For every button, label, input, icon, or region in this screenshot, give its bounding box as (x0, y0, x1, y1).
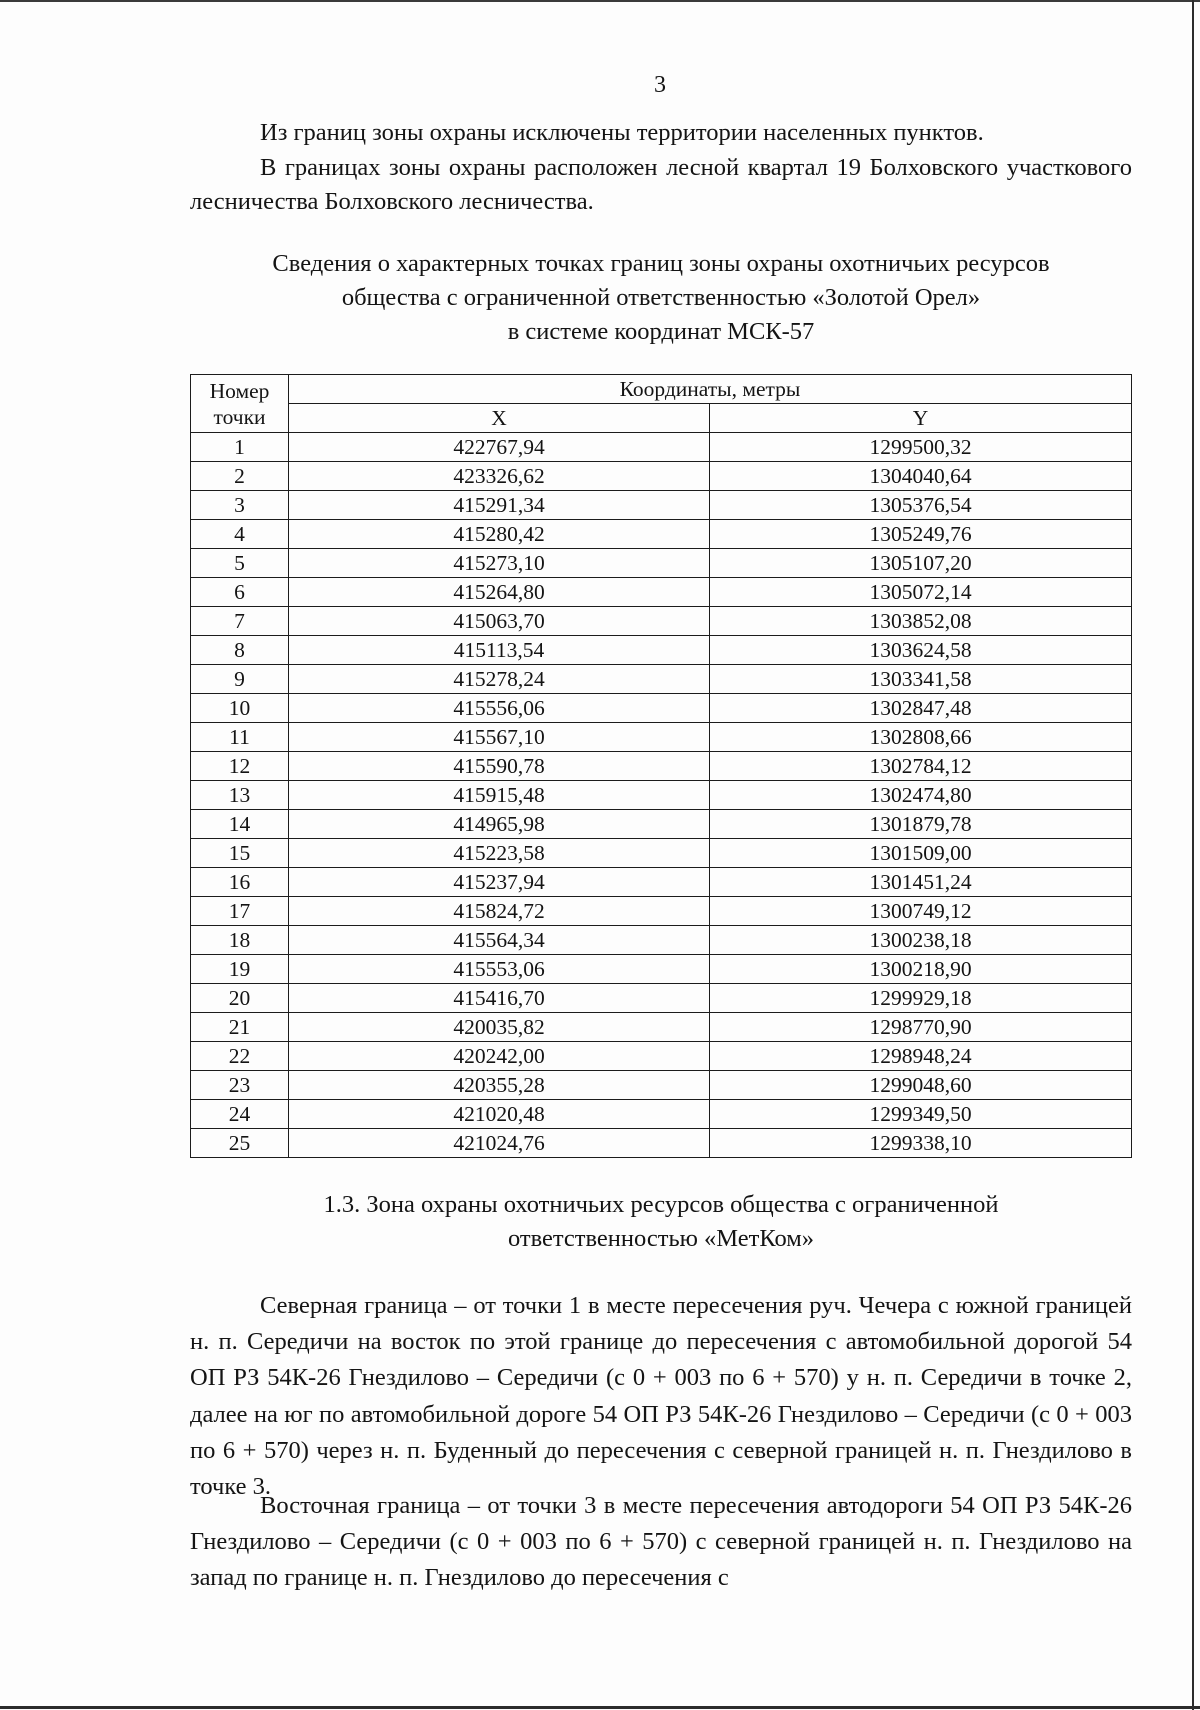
table-row (191, 723, 1132, 752)
cell-point-number: 22 (191, 1042, 289, 1071)
scan-edge-right (1192, 0, 1194, 1710)
cell-point-number: 25 (191, 1129, 289, 1158)
intro-paragraph-2: В границах зоны охраны расположен лесной квартал 19 Болховского участкового лесничества Болховского лесничества. (190, 154, 1132, 215)
coordinates-table (190, 374, 1132, 1158)
north-boundary-paragraph: Северная граница – от точки 1 в месте пересечения руч. Чечера с южной границей н. п. Середичи на восток по этой границе до пересечения с автомобильной дорогой 54 ОП РЗ 54К-26 Гнездилово – Середичи (с 0 + 003 по 6 + 570) у н. п. Середичи в точке 2, далее на юг по автомобильной дороге 54 ОП РЗ 54К-26 Гнездилово – Середичи (с 0 + 003 по 6 + 570) через н. п. Буденный до пересечения с северной границей н. п. Гнездилово в точке 3. (190, 1292, 1132, 1501)
cell-x: 415590,78 (289, 752, 710, 781)
cell-x: 415416,70 (289, 984, 710, 1013)
cell-point-number: 18 (191, 926, 289, 955)
table-row (191, 520, 1132, 549)
cell-point-number: 12 (191, 752, 289, 781)
header-coordinates: Координаты, метры (289, 375, 1132, 404)
cell-x: 415291,34 (289, 491, 710, 520)
cell-point-number: 19 (191, 955, 289, 984)
table-row (191, 984, 1132, 1013)
table-row (191, 839, 1132, 868)
cell-point-number: 23 (191, 1071, 289, 1100)
table-row (191, 694, 1132, 723)
cell-point-number: 15 (191, 839, 289, 868)
cell-y: 1299929,18 (710, 984, 1132, 1013)
page-number: 3 (654, 72, 666, 98)
cell-x: 415280,42 (289, 520, 710, 549)
table-row (191, 752, 1132, 781)
cell-y: 1299338,10 (710, 1129, 1132, 1158)
coordinates-table-body (191, 433, 1132, 1158)
cell-x: 415553,06 (289, 955, 710, 984)
table-row (191, 955, 1132, 984)
cell-y: 1298948,24 (710, 1042, 1132, 1071)
cell-y: 1298770,90 (710, 1013, 1132, 1042)
cell-point-number: 5 (191, 549, 289, 578)
table-row (191, 1071, 1132, 1100)
table-row (191, 1129, 1132, 1158)
cell-point-number: 2 (191, 462, 289, 491)
cell-y: 1302847,48 (710, 694, 1132, 723)
cell-x: 420035,82 (289, 1013, 710, 1042)
cell-x: 415063,70 (289, 607, 710, 636)
cell-x: 415824,72 (289, 897, 710, 926)
cell-point-number: 7 (191, 607, 289, 636)
cell-x: 415237,94 (289, 868, 710, 897)
cell-y: 1302474,80 (710, 781, 1132, 810)
section-title-line-1: 1.3. Зона охраны охотничьих ресурсов общества с ограниченной (323, 1191, 999, 1218)
cell-x: 415273,10 (289, 549, 710, 578)
table-row (191, 433, 1132, 462)
cell-x: 423326,62 (289, 462, 710, 491)
cell-y: 1301879,78 (710, 810, 1132, 839)
table-row (191, 636, 1132, 665)
cell-y: 1305107,20 (710, 549, 1132, 578)
cell-point-number: 20 (191, 984, 289, 1013)
table-row (191, 781, 1132, 810)
cell-y: 1301451,24 (710, 868, 1132, 897)
header-point-number: Номер точки (191, 375, 289, 433)
table-row (191, 578, 1132, 607)
cell-x: 414965,98 (289, 810, 710, 839)
cell-point-number: 3 (191, 491, 289, 520)
scan-edge-bottom (0, 1706, 1200, 1709)
table-title-line-1: Сведения о характерных точках границ зоны охраны охотничьих ресурсов (272, 250, 1050, 277)
scan-edge-top (0, 0, 1200, 2)
table-row (191, 665, 1132, 694)
cell-point-number: 14 (191, 810, 289, 839)
cell-y: 1305249,76 (710, 520, 1132, 549)
cell-x: 421024,76 (289, 1129, 710, 1158)
table-row (191, 810, 1132, 839)
cell-y: 1304040,64 (710, 462, 1132, 491)
table-row (191, 1100, 1132, 1129)
cell-x: 422767,94 (289, 433, 710, 462)
cell-point-number: 9 (191, 665, 289, 694)
cell-x: 420242,00 (289, 1042, 710, 1071)
cell-x: 415113,54 (289, 636, 710, 665)
cell-x: 415556,06 (289, 694, 710, 723)
cell-point-number: 10 (191, 694, 289, 723)
cell-point-number: 21 (191, 1013, 289, 1042)
cell-point-number: 1 (191, 433, 289, 462)
table-title (190, 247, 1132, 349)
cell-y: 1305376,54 (710, 491, 1132, 520)
table-row (191, 926, 1132, 955)
intro-paragraph-1: Из границ зоны охраны исключены территории населенных пунктов. (260, 119, 984, 146)
cell-y: 1300238,18 (710, 926, 1132, 955)
cell-y: 1301509,00 (710, 839, 1132, 868)
cell-x: 420355,28 (289, 1071, 710, 1100)
cell-y: 1302808,66 (710, 723, 1132, 752)
cell-y: 1303341,58 (710, 665, 1132, 694)
cell-x: 415567,10 (289, 723, 710, 752)
table-title-line-2: общества с ограниченной ответственностью «Золотой Орел» (341, 284, 981, 311)
cell-x: 415915,48 (289, 781, 710, 810)
cell-y: 1300218,90 (710, 955, 1132, 984)
cell-y: 1303852,08 (710, 607, 1132, 636)
cell-y: 1299500,32 (710, 433, 1132, 462)
table-row (191, 1013, 1132, 1042)
cell-y: 1300749,12 (710, 897, 1132, 926)
cell-y: 1302784,12 (710, 752, 1132, 781)
east-boundary-paragraph: Восточная граница – от точки 3 в месте пересечения автодороги 54 ОП РЗ 54К-26 Гнездилово – Середичи (с 0 + 003 по 6 + 570) с северной границей н. п. Гнездилово на запад по границе н. п. Гнездилово до пересечения с (190, 1492, 1132, 1592)
cell-x: 415223,58 (289, 839, 710, 868)
cell-point-number: 17 (191, 897, 289, 926)
table-title-line-3: в системе координат МСК-57 (507, 318, 815, 345)
cell-point-number: 16 (191, 868, 289, 897)
table-row (191, 549, 1132, 578)
table-row (191, 897, 1132, 926)
table-row (191, 491, 1132, 520)
cell-x: 415278,24 (289, 665, 710, 694)
header-x: X (289, 404, 710, 433)
cell-point-number: 4 (191, 520, 289, 549)
table-row (191, 868, 1132, 897)
cell-point-number: 13 (191, 781, 289, 810)
section-title (190, 1188, 1132, 1256)
table-row (191, 462, 1132, 491)
cell-point-number: 6 (191, 578, 289, 607)
cell-y: 1303624,58 (710, 636, 1132, 665)
cell-point-number: 8 (191, 636, 289, 665)
cell-x: 415264,80 (289, 578, 710, 607)
cell-y: 1305072,14 (710, 578, 1132, 607)
header-y: Y (710, 404, 1132, 433)
cell-y: 1299349,50 (710, 1100, 1132, 1129)
cell-x: 415564,34 (289, 926, 710, 955)
section-title-line-2: ответственностью «МетКом» (507, 1225, 815, 1252)
cell-point-number: 24 (191, 1100, 289, 1129)
cell-point-number: 11 (191, 723, 289, 752)
cell-x: 421020,48 (289, 1100, 710, 1129)
table-row (191, 1042, 1132, 1071)
table-row (191, 607, 1132, 636)
cell-y: 1299048,60 (710, 1071, 1132, 1100)
